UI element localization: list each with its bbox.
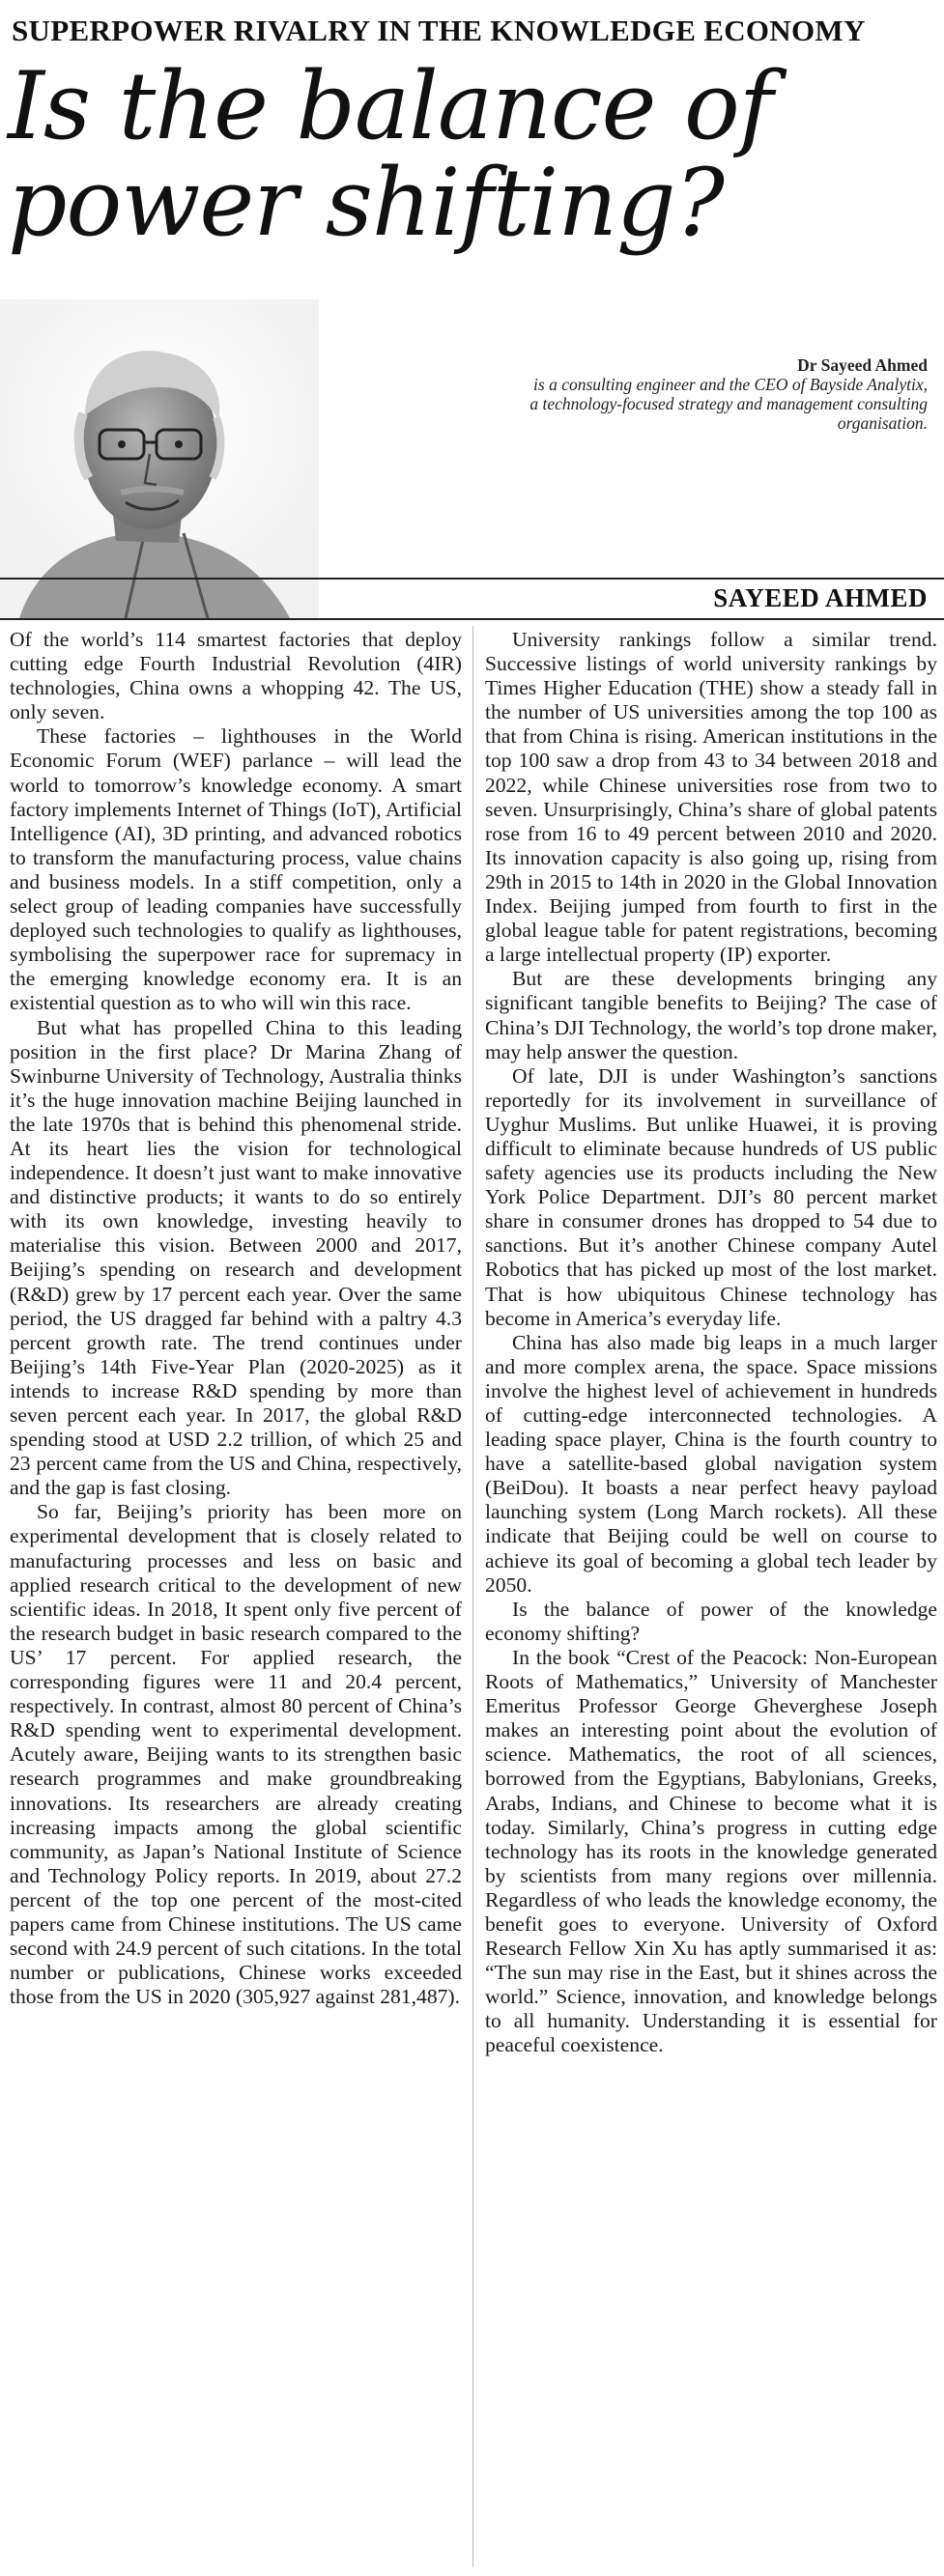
body-paragraph: But are these developments bringing any significant tangible benefits to Beijing? The case of China’s DJI Technology, the world’s top drone maker, may help answer the question. [485, 967, 937, 1063]
headline-line-2: power shifting? [8, 149, 724, 257]
body-paragraph: In the book “Crest of the Peacock: Non-European Roots of Mathematics,” University of Manchester Emeritus Professor George Gheverghese Joseph makes an interesting point about the evolution of science. Mathematics, the root of all sciences, borrowed from the Egyptians, Babylonians, Greeks, Arabs, Indians, and Chinese to become what it is today. Similarly, China’s progress in cutting edge technology has its roots in the knowledge generated by scientists from many regions over millennia. Regardless of who leads the knowledge economy, the benefit goes to everyone. University of Oxford Research Fellow Xin Xu has aptly summarised it as: “The sun may rise in the East, but it shines across the world.” Science, innovation, and knowledge belongs to all humanity. Understanding it is essential for peaceful coexistence. [485, 1645, 937, 2057]
article-kicker: SUPERPOWER RIVALRY IN THE KNOWLEDGE ECONOMY [12, 14, 866, 47]
byline-top-rule [0, 578, 944, 580]
article-headline [8, 52, 935, 257]
body-paragraph: Of the world’s 114 smartest factories that deploy cutting edge Fourth Industrial Revolution (4IR) technologies, China owns a whopping 42. The US, only seven. [10, 628, 462, 724]
author-photo [0, 299, 319, 618]
body-paragraph: Is the balance of power of the knowledge economy shifting? [485, 1597, 937, 1645]
body-paragraph: University rankings follow a similar trend. Successive listings of world university rankings by Times Higher Education (THE) show a steady fall in the number of US universities among the top 100 as that from China is rising. American institutions in the top 100 saw a drop from 43 to 34 between 2018 and 2022, while Chinese universities rose from two to seven. Unsurprisingly, China’s share of global patents rose from 16 to 49 percent between 2010 and 2020. Its innovation capacity is also going up, rising from 29th in 2015 to 14th in 2020 in the Global Innovation Index. Beijing jumped from fourth to first in the global league table for patent registrations, becoming a large intellectual property (IP) exporter. [485, 628, 937, 967]
author-bio [522, 355, 928, 433]
article-column-right [485, 628, 937, 2058]
article-byline: SAYEED AHMED [713, 583, 928, 612]
body-paragraph: So far, Beijing’s priority has been more on experimental development that is closely related to manufacturing processes and less on basic and applied research critical to the development of new scientific ideas. In 2018, It spent only five percent of the research budget in basic research compared to the US’ 17 percent. For applied research, the corresponding figures were 11 and 20.4 percent, respectively. In contrast, almost 80 percent of China’s R&D spending went to experimental development. Acutely aware, Beijing wants to its strengthen basic research programmes and make groundbreaking innovations. Its researchers are already creating increasing impacts among the global scientific community, as Japan’s National Institute of Science and Technology Policy reports. In 2019, about 27.2 percent of the top one percent of the most-cited papers came from Chinese institutions. The US came second with 24.9 percent of such citations. In the total number or publications, Chinese works exceeded those from the US in 2020 (305,927 against 281,487). [10, 1500, 462, 2009]
body-paragraph: But what has propelled China to this leading position in the first place? Dr Marina Zhang of Swinburne University of Technology, Australia thinks it’s the huge innovation machine Beijing launched in the late 1970s that is behind this phenomenal stride. At its heart lies the vision for technological independence. It doesn’t just want to make innovative and distinctive products; it wants to do so entirely with its own knowledge, investing heavily to materialise this vision. Between 2000 and 2017, Beijing’s spending on research and development (R&D) grew by 17 percent each year. Over the same period, the US dragged far behind with a paltry 4.3 percent growth rate. The trend continues under Beijing’s 14th Five-Year Plan (2020-2025) as it intends to increase R&D spending by more than seven percent each year. In 2017, the global R&D spending stood at USD 2.2 trillion, of which 25 and 23 percent came from the US and China, respectively, and the gap is fast closing. [10, 1015, 462, 1500]
author-bio-name: Dr Sayeed Ahmed [797, 355, 928, 375]
body-paragraph: These factories – lighthouses in the World Economic Forum (WEF) parlance – will lead the world to tomorrow’s knowledge economy. A smart factory implements Internet of Things (IoT), Artificial Intelligence (AI), 3D printing, and advanced robotics to transform the manufacturing process, value chains and business models. In a stiff competition, only a select group of leading companies have successfully deployed such technologies to qualify as lighthouses, symbolising the superpower race for supremacy in the emerging knowledge economy era. It is an existential question as to who will win this race. [10, 724, 462, 1015]
headline-line-1: Is the balance of [8, 52, 773, 160]
byline-bottom-rule [0, 618, 944, 620]
author-bio-description: is a consulting engineer and the CEO of Bayside Analytix, a technology-focused strategy and management consulting organisation. [529, 375, 928, 433]
column-divider [472, 626, 473, 2567]
article-column-left [10, 628, 462, 2009]
body-paragraph: Of late, DJI is under Washington’s sanctions reportedly for its involvement in surveillance of Uyghur Muslims. But unlike Huawei, it is proving difficult to eliminate because hundreds of US public safety agencies use its products including the New York Police Department. DJI’s 80 percent market share in consumer drones has dropped to 54 due to sanctions. But it’s another Chinese company Autel Robotics that has picked up most of the lost market. That is how ubiquitous Chinese technology has become in America’s everyday life. [485, 1063, 937, 1330]
body-paragraph: China has also made big leaps in a much larger and more complex arena, the space. Space missions involve the highest level of achievement in hundreds of cutting-edge interconnected technologies. A leading space player, China is the fourth country to have a satellite-based global navigation system (BeiDou). It boasts a near perfect heavy payload launching system (Long March rockets). All these indicate that Beijing could be well on course to achieve its goal of becoming a global tech leader by 2050. [485, 1330, 937, 1597]
